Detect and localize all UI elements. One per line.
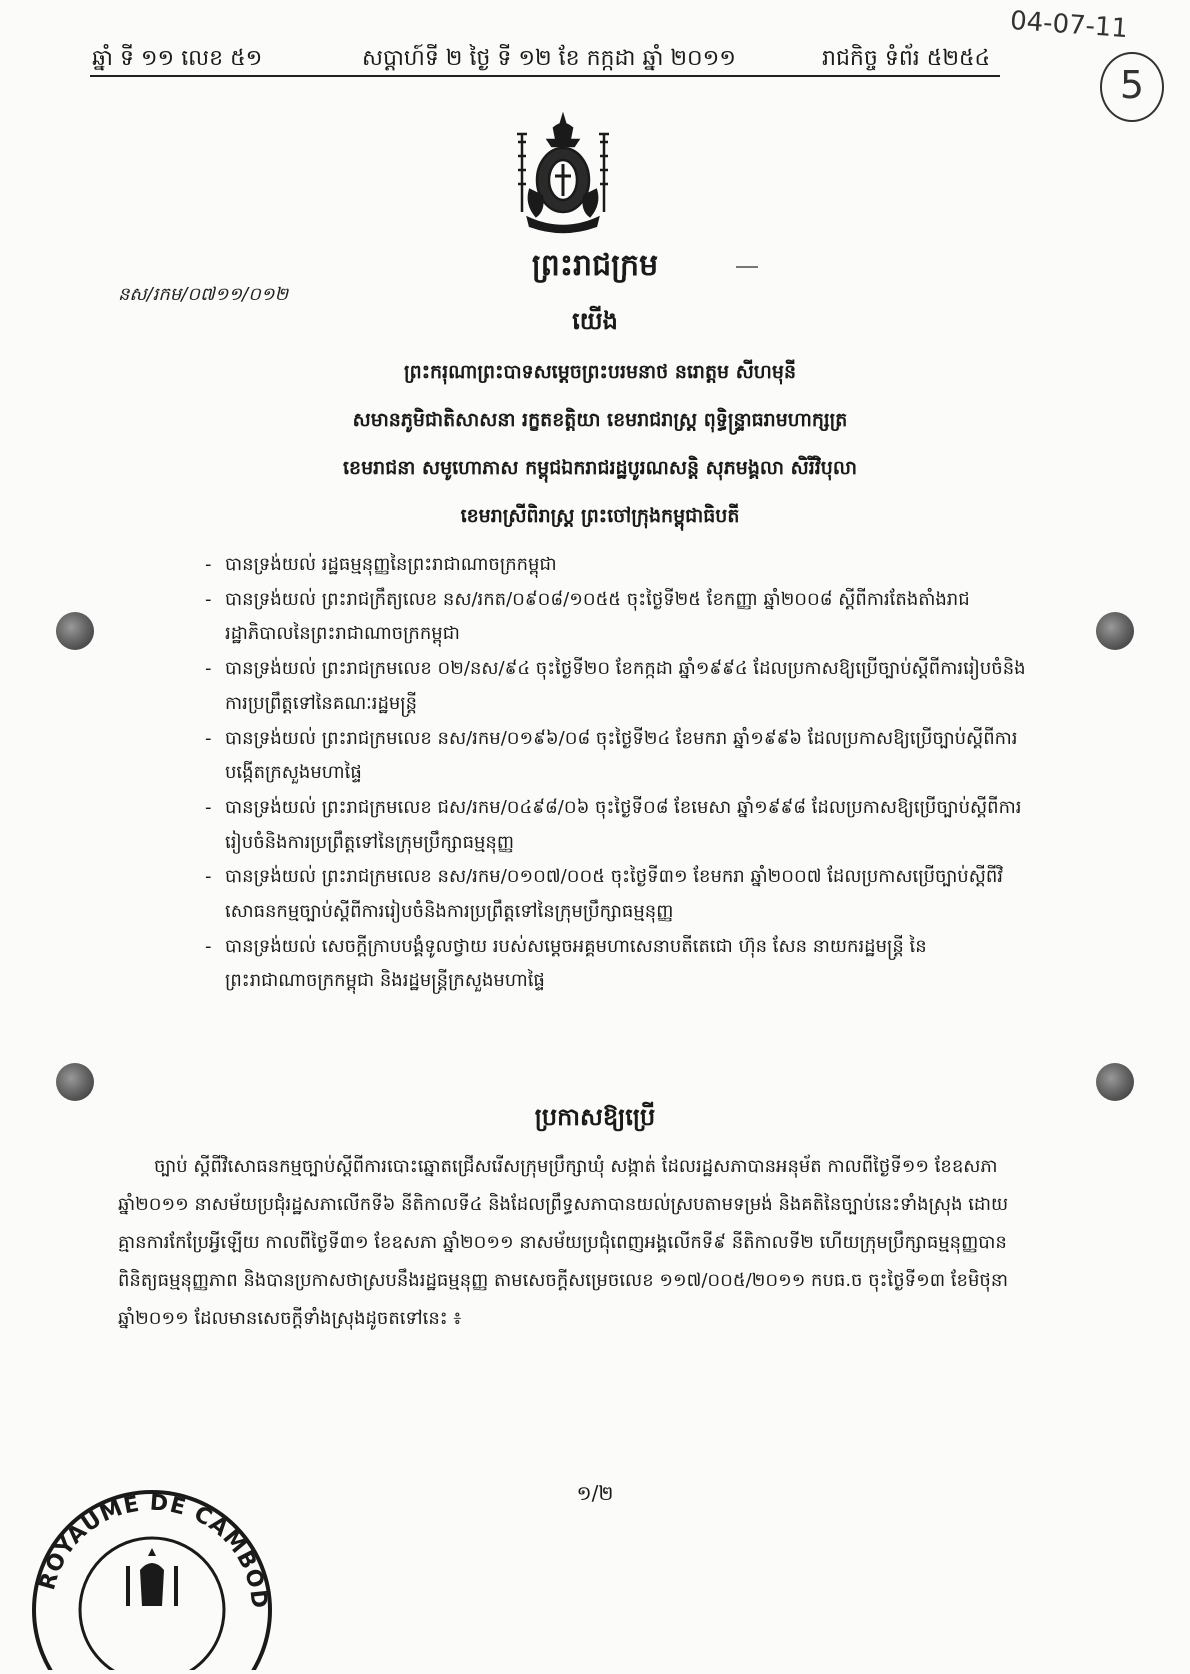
- royal-title-line-2: សមានភូមិជាតិសាសនា រក្ខតខត្តិយា ខេមរាជរាស្ត្រ ពុទ្ធិន្ទ្រាធរាមហាក្សត្រ: [352, 409, 848, 431]
- punch-hole: [1096, 1063, 1134, 1101]
- reference-number: នស/រកម/០៧១១/០១២: [118, 284, 289, 305]
- header-rule: [90, 75, 1000, 77]
- handwritten-circled-number: 5: [1100, 52, 1164, 122]
- promulgate-heading: ប្រកាសឱ្យប្រើ: [534, 1103, 656, 1131]
- reference-item: - បានទ្រង់យល់ ព្រះរាជក្រមលេខ នស/រកម/០១៩៦/០៨ ចុះថ្ងៃទី២៤ ខែមករា ឆ្នាំ១៩៩៦ ដែលប្រកាសឱ្យប្រើច្បាប់ស្តីពីការបង្កើតក្រសួងមហាផ្ទៃ: [205, 722, 1035, 791]
- punch-hole: [56, 612, 94, 650]
- reference-item: - បានទ្រង់យល់ សេចក្តីក្រាបបង្គំទូលថ្វាយ របស់សម្តេចអគ្គមហាសេនាបតីតេជោ ហ៊ុន សែន នាយករដ្ឋមន្ត្រី នៃព្រះរាជាណាចក្រកម្ពុជា និងរដ្ឋមន្ត្រីក្រសួងមហាផ្ទៃ: [205, 930, 1035, 999]
- body-paragraph: ច្បាប់ ស្តីពីវិសោធនកម្មច្បាប់ស្តីពីការបោះឆ្នោតជ្រើសរើសក្រុមប្រឹក្សាឃុំ សង្កាត់ ដែលរដ្ឋសភាបានអនុម័ត កាលពីថ្ងៃទី១១ ខែឧសភា ឆ្នាំ២០១១ នាសម័យប្រជុំរដ្ឋសភាលើកទី៦ នីតិកាលទី៤ និងដែលព្រឹទ្ធសភាបានយល់ស្របតាមទម្រង់ និងគតិនៃច្បាប់នេះទាំងស្រុង ដោយគ្មានការកែប្រែអ្វីឡើយ កាលពីថ្ងៃទី៣១ ខែឧសភា ឆ្នាំ២០១១ នាសម័យប្រជុំពេញអង្គលើកទី៩ នីតិកាលទី២ ហើយក្រុមប្រឹក្សាធម្មនុញ្ញបានពិនិត្យធម្មនុញ្ញភាព និងបានប្រកាសថាស្របនឹងរដ្ឋធម្មនុញ្ញ តាមសេចក្តីសម្រេចលេខ ១១៧/០០៥/២០១១ កបធ.ច ចុះថ្ងៃទី១៣ ខែមិថុនា ឆ្នាំ២០១១ ដែលមានសេចក្តីទាំងស្រុងដូចតទៅនេះ ៖: [118, 1156, 1009, 1329]
- gazette-date: សប្តាហ៍ទី ២ ថ្ងៃ ទី ១២ ខែ កក្កដា ឆ្នាំ ២០១១: [362, 46, 736, 71]
- royal-title-line-1: ព្រះករុណាព្រះបាទសម្តេចព្រះបរមនាថ នរោត្តម សីហមុនី: [403, 361, 797, 383]
- reference-item: - បានទ្រង់យល់ ព្រះរាជក្រមលេខ ០២/នស/៩៤ ចុះថ្ងៃទី២០ ខែកក្កដា ឆ្នាំ១៩៩៤ ដែលប្រកាសឱ្យប្រើច្បាប់ស្តីពីការរៀបចំនិងការប្រព្រឹត្តទៅនៃគណៈរដ្ឋមន្ត្រី: [205, 652, 1035, 721]
- gazette-page: រាជកិច្ច ទំព័រ ៥២៥៤: [822, 46, 991, 71]
- reference-item: - បានទ្រង់យល់ ព្រះរាជក្រមលេខ ជស/រកម/០៤៩៨/០៦ ចុះថ្ងៃទី០៨ ខែមេសា ឆ្នាំ១៩៩៨ ដែលប្រកាសឱ្យប្រើច្បាប់ស្តីពីការរៀបចំនិងការប្រព្រឹត្តទៅនៃក្រុមប្រឹក្សាធម្មនុញ្ញ: [205, 791, 1035, 860]
- preamble-references: [205, 548, 1035, 999]
- handwritten-date: 04-07-11: [1009, 5, 1129, 45]
- punch-hole: [56, 1063, 94, 1101]
- document-title: ព្រះរាជក្រម: [531, 248, 659, 283]
- punch-hole: [1096, 612, 1134, 650]
- page-number: ១/២: [576, 1481, 614, 1505]
- title-dash: [736, 266, 758, 268]
- royal-title-line-4: ខេមរាស្រីពិរាស្ត្រ ព្រះចៅក្រុងកម្ពុជាធិបតី: [460, 505, 740, 527]
- reference-item: - បានទ្រង់យល់ ព្រះរាជក្រមលេខ នស/រកម/០១០៧/០០៥ ចុះថ្ងៃទី៣១ ខែមករា ឆ្នាំ២០០៧ ដែលប្រកាសប្រើច្បាប់ស្តីពីវិសោធនកម្មច្បាប់ស្តីពីការរៀបចំនិងការប្រព្រឹត្តទៅនៃក្រុមប្រឹក្សាធម្មនុញ្ញ: [205, 860, 1035, 929]
- royal-title-line-3: ខេមរាជនា សមូហោភាស កម្ពុជឯករាជរដ្ឋបូរណសន្តិ សុភមង្គលា សិរីវិបុលា: [343, 457, 857, 479]
- svg-text:ROYAUME DE CAMBODGE: ROYAUME DE CAMBOD: [35, 1490, 272, 1611]
- official-stamp: [22, 1470, 272, 1611]
- royal-coat-of-arms-emblem: [508, 112, 618, 237]
- we-heading: យើង: [572, 307, 618, 335]
- reference-item: - បានទ្រង់យល់ ព្រះរាជក្រឹត្យលេខ នស/រកត/០៩០៨/១០៥៥ ចុះថ្ងៃទី២៥ ខែកញ្ញា ឆ្នាំ២០០៨ ស្តីពីការតែងតាំងរាជរដ្ឋាភិបាលនៃព្រះរាជាណាចក្រកម្ពុជា: [205, 583, 1035, 652]
- gazette-year-issue: ឆ្នាំ ទី ១១ លេខ ៥១: [92, 46, 263, 71]
- reference-item: - បានទ្រង់យល់ រដ្ឋធម្មនុញ្ញនៃព្រះរាជាណាចក្រកម្ពុជា: [205, 548, 1035, 583]
